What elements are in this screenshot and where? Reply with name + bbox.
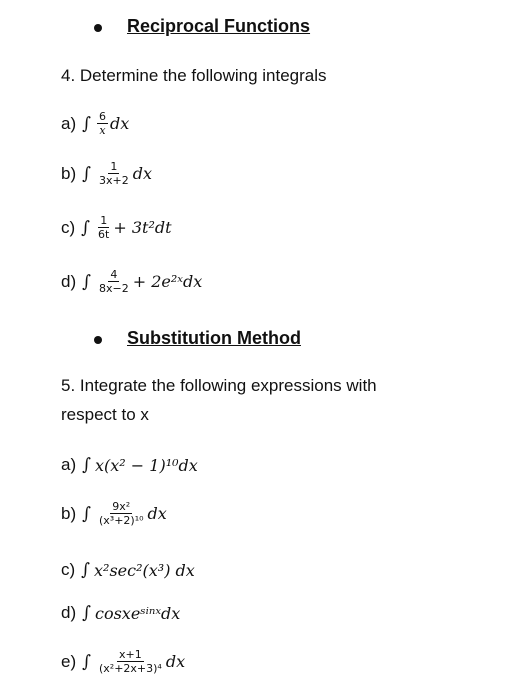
part-label: a) [61,455,77,474]
expression-tail: dx [109,114,130,133]
fraction [97,160,131,187]
fraction-numerator: 6 [98,110,106,123]
q5-part-a [61,455,198,475]
expression-tail: dx [147,504,167,523]
expression-tail: + 3t²dt [113,218,172,237]
integral-sign: ∫ [82,163,91,184]
fraction-denominator: (x³+2)¹⁰ [98,514,144,527]
part-label: a) [61,113,77,133]
expression-tail: dx [132,164,152,183]
question-4-text: 4. Determine the following integrals [61,66,327,85]
fraction-denominator: 8x−2 [98,282,129,295]
expression: x(x² − 1)¹⁰dx [94,455,198,475]
part-label: d) [61,271,77,291]
fraction-denominator: (x²+2x+3)⁴ [98,662,162,675]
integral-sign: ∫ [82,455,91,475]
expression: cosxeˢⁱⁿˣdx [94,603,181,623]
bullet-icon [94,336,102,344]
question-5-line-1: 5. Integrate the following expressions with [61,376,377,395]
integral-sign: ∫ [82,271,91,292]
section-heading-substitution: Substitution Method [127,328,301,348]
part-label: b) [61,163,77,183]
integral-sign: ∫ [82,603,91,623]
q5-part-c [61,560,195,580]
fraction-denominator: 3x+2 [98,174,129,187]
part-label: e) [61,651,77,671]
q4-part-b [61,160,152,187]
integral-sign: ∫ [82,503,91,524]
part-label: b) [61,503,77,523]
fraction-denominator: 6t [98,228,110,241]
question-5-line-2: respect to x [61,405,149,424]
q5-part-d [61,603,180,623]
fraction-numerator: 9x² [112,500,131,513]
part-label: c) [61,217,76,237]
q4-part-c [61,214,172,241]
section-heading-reciprocal: Reciprocal Functions [127,16,311,36]
fraction [96,214,111,241]
expression-tail: dx [165,652,186,671]
bullet-icon [94,24,102,32]
fraction [97,500,146,527]
q5-part-e [61,648,185,675]
expression: x²sec²(x³) dx [94,560,195,580]
integral-sign: ∫ [81,560,91,580]
part-label: c) [61,560,76,579]
fraction-numerator: 1 [100,214,108,227]
expression-tail: + 2e²ˣdx [132,272,203,291]
q5-part-b [61,500,167,527]
fraction [97,110,108,137]
part-label: d) [61,603,77,622]
fraction-denominator: x [99,124,106,137]
fraction [97,648,164,675]
q4-part-d [61,268,202,295]
fraction-numerator: x+1 [119,648,142,661]
fraction-numerator: 1 [110,160,118,173]
integral-sign: ∫ [82,651,91,672]
q4-part-a [61,110,129,137]
fraction-numerator: 4 [110,268,118,281]
integral-sign: ∫ [81,217,91,238]
integral-sign: ∫ [82,113,91,134]
fraction [97,268,131,295]
